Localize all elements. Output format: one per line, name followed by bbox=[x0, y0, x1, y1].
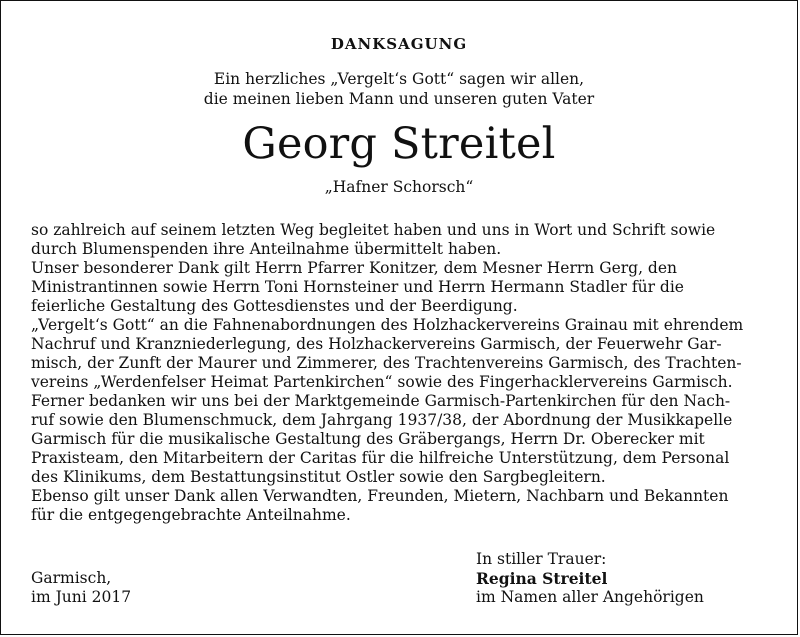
body-line: vereins „Werdenfelser Heimat Partenkirchen“ sowie des Fingerhacklervereins Garmisch. bbox=[31, 373, 733, 391]
place-and-date bbox=[31, 569, 131, 607]
body-line: feierliche Gestaltung des Gottesdienstes und der Beerdigung. bbox=[31, 297, 518, 315]
body-line: durch Blumenspenden ihre Anteilnahme übermittelt haben. bbox=[31, 240, 502, 258]
intro-text bbox=[1, 69, 797, 109]
deceased-name: Georg Streitel bbox=[242, 119, 556, 169]
body-line: so zahlreich auf seinem letzten Weg begleitet haben und uns in Wort und Schrift sowie bbox=[31, 221, 716, 239]
date: im Juni 2017 bbox=[31, 588, 132, 606]
intro-line: Ein herzliches „Vergelt‘s Gott“ sagen wir allen, bbox=[213, 70, 585, 88]
mourners-signature bbox=[476, 550, 704, 607]
body-line: Ministrantinnen sowie Herrn Toni Hornsteiner und Herrn Hermann Stadler für die bbox=[31, 278, 684, 296]
thanks-body bbox=[31, 221, 776, 525]
place: Garmisch, bbox=[31, 569, 112, 587]
signer-name: Regina Streitel bbox=[476, 569, 608, 588]
body-line: für die entgegengebrachte Anteilnahme. bbox=[31, 506, 351, 524]
body-line: misch, der Zunft der Maurer und Zimmerer, des Trachtenvereins Garmisch, des Trachten- bbox=[31, 354, 742, 372]
body-line: Unser besonderer Dank gilt Herrn Pfarrer Konitzer, dem Mesner Herrn Gerg, den bbox=[31, 259, 678, 277]
body-line: Ebenso gilt unser Dank allen Verwandten, Freunden, Mietern, Nachbarn und Bekannten bbox=[31, 487, 729, 505]
body-line: Garmisch für die musikalische Gestaltung des Gräbergangs, Herrn Dr. Oberecker mit bbox=[31, 430, 705, 448]
intro-line: die meinen lieben Mann und unseren guten Vater bbox=[203, 90, 595, 108]
notice-heading: DANKSAGUNG bbox=[330, 35, 468, 53]
body-line: des Klinikums, dem Bestattungsinstitut Ostler sowie den Sargbegleitern. bbox=[31, 468, 606, 486]
family-line: im Namen aller Angehörigen bbox=[476, 588, 704, 606]
body-line: „Vergelt‘s Gott“ an die Fahnenabordnungen des Holzhackervereins Grainau mit ehrendem bbox=[31, 316, 744, 334]
body-line: ruf sowie den Blumenschmuck, dem Jahrgang 1937/38, der Abordnung der Musikkapelle bbox=[31, 411, 733, 429]
deceased-nickname: „Hafner Schorsch“ bbox=[324, 178, 474, 196]
body-line: Nachruf und Kranzniederlegung, des Holzhackervereins Garmisch, der Feuerwehr Gar- bbox=[31, 335, 722, 353]
body-line: Ferner bedanken wir uns bei der Marktgemeinde Garmisch-Partenkirchen für den Nach- bbox=[31, 392, 731, 410]
body-line: Praxisteam, den Mitarbeitern der Caritas für die hilfreiche Unterstützung, dem Personal bbox=[31, 449, 730, 467]
mourning-phrase: In stiller Trauer: bbox=[476, 550, 607, 568]
